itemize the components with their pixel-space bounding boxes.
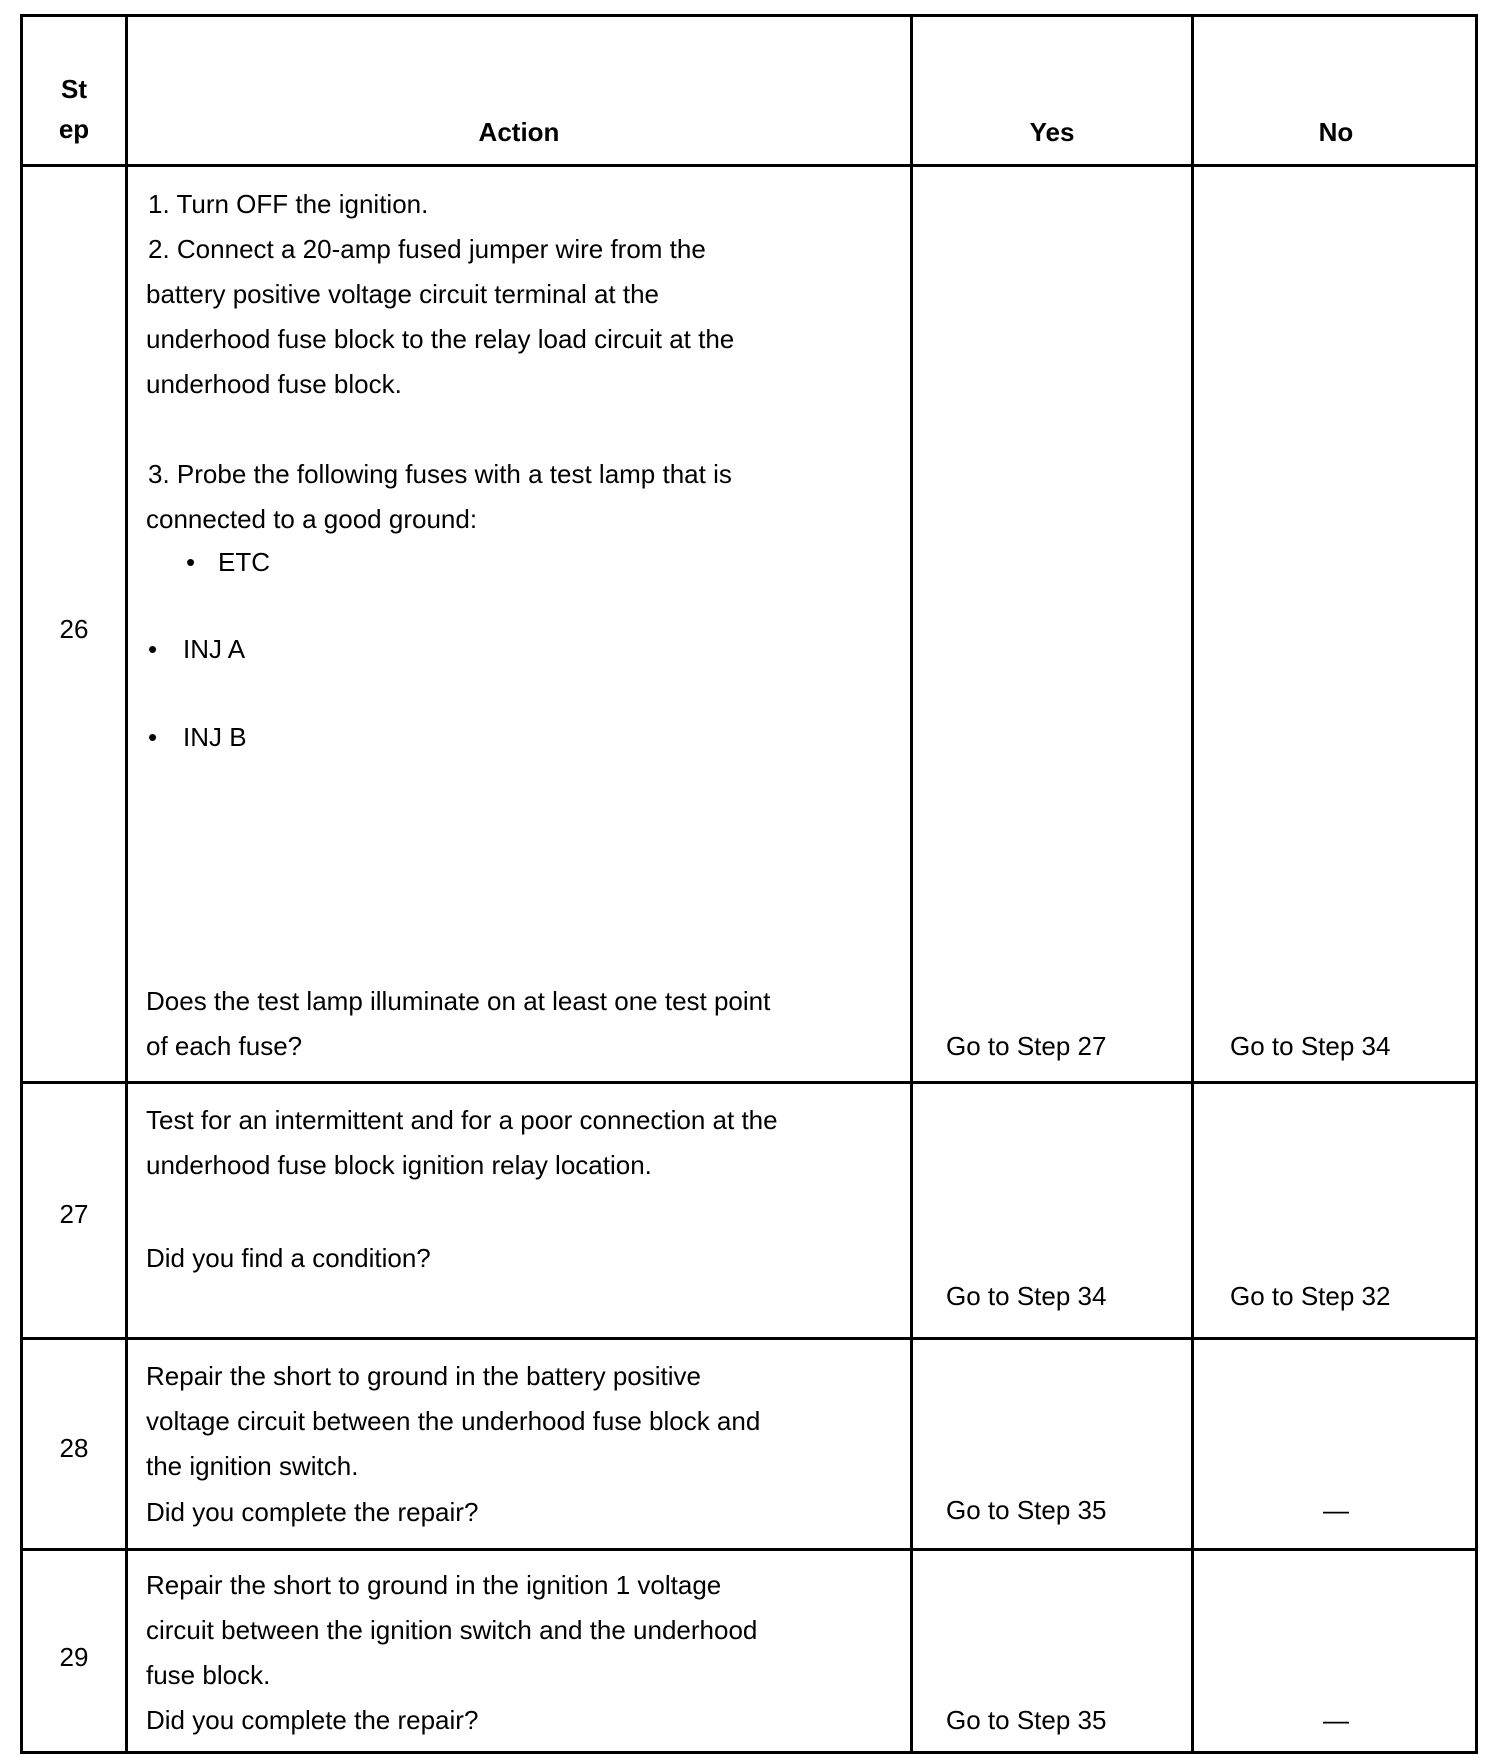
table-row-step-26 [23,167,1475,1084]
fuse-item: ETC [218,547,270,577]
diagnostic-table [20,14,1478,1754]
column-divider [125,167,128,1081]
step-number: 29 [59,1642,89,1672]
action-line: circuit between the ignition switch and the underhood [146,1615,758,1645]
yes-result: Go to Step 34 [946,1281,1107,1311]
no-result-dash: — [1323,1705,1349,1735]
action-line: underhood fuse block ignition relay location. [146,1150,652,1180]
bullet-icon: • [148,722,158,752]
no-result: Go to Step 32 [1230,1281,1391,1311]
column-divider [125,1084,128,1337]
question-line: Does the test lamp illuminate on at least one test point [146,986,771,1016]
fuse-item: INJ B [183,722,247,752]
question-line: Did you complete the repair? [146,1705,479,1735]
step-number: 28 [59,1433,89,1463]
header-action: Action [478,117,560,147]
yes-result: Go to Step 27 [946,1031,1107,1061]
table-row-step-27 [23,1084,1475,1340]
no-result: Go to Step 34 [1230,1031,1391,1061]
column-divider [125,1551,128,1754]
column-divider [910,167,913,1081]
yes-result: Go to Step 35 [946,1705,1107,1735]
action-line: underhood fuse block. [146,369,402,399]
question-line: of each fuse? [146,1031,303,1061]
table-row-step-29 [23,1551,1475,1754]
action-line: fuse block. [146,1660,271,1690]
column-divider [910,1551,913,1754]
action-line: 2. Connect a 20-amp fused jumper wire from the [148,234,706,264]
fuse-item: INJ A [183,634,246,664]
action-line: Repair the short to ground in the ignition 1 voltage [146,1570,722,1600]
action-line: 3. Probe the following fuses with a test lamp that is [148,459,732,489]
question-line: Did you find a condition? [146,1243,431,1273]
action-line: the ignition switch. [146,1451,359,1481]
column-divider [1191,167,1194,1081]
header-step: St ep [58,74,90,144]
action-line: connected to a good ground: [146,504,478,534]
column-divider [1191,1084,1194,1337]
bullet-icon: • [186,547,196,577]
action-line: Repair the short to ground in the battery positive [146,1361,701,1391]
action-line: underhood fuse block to the relay load circuit at the [146,324,735,354]
column-divider [910,1340,913,1548]
bullet-icon: • [148,634,158,664]
table-row-step-28 [23,1340,1475,1551]
action-line: battery positive voltage circuit terminal at the [146,279,660,309]
column-divider [125,1340,128,1548]
step-number: 26 [59,614,89,644]
action-line: 1. Turn OFF the ignition. [148,189,429,219]
action-line: voltage circuit between the underhood fuse block and [146,1406,761,1436]
question-line: Did you complete the repair? [146,1497,479,1527]
column-divider [910,1084,913,1337]
yes-result: Go to Step 35 [946,1495,1107,1525]
action-line: Test for an intermittent and for a poor connection at the [146,1105,778,1135]
header-no: No [1318,117,1354,147]
table-header-row [23,17,1475,167]
no-result-dash: — [1323,1495,1349,1525]
step-number: 27 [59,1199,89,1229]
header-yes: Yes [1029,117,1075,147]
